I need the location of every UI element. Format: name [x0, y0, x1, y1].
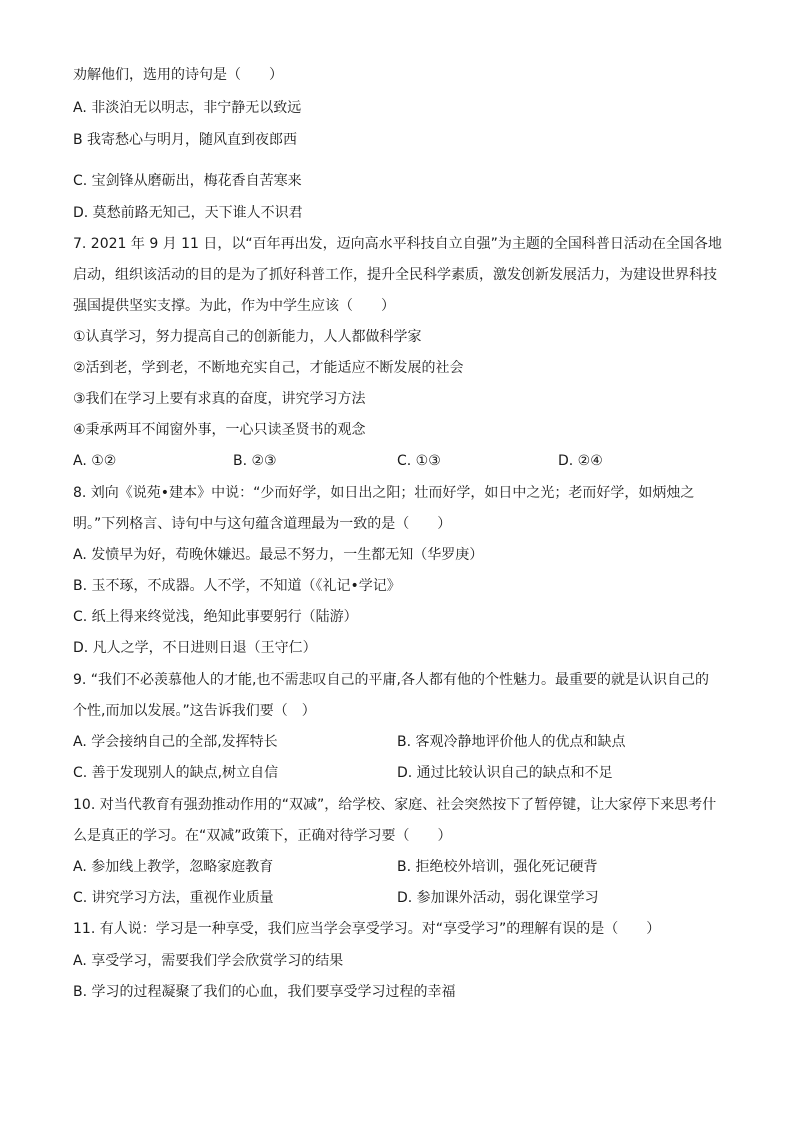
q9-option-c: C. 善于发现别人的缺点,树立自信	[73, 765, 279, 781]
q8-option-d: D. 凡人之学，不日进则日退（王守仁）	[73, 640, 317, 656]
q7-stem-line-3: 强国提供坚实支撑。为此，作为中学生应该（ ）	[73, 298, 395, 314]
q10-stem-line-2: 么是真正的学习。在“双减”政策下，正确对待学习要（ ）	[73, 828, 452, 844]
q9-option-a: A. 学会接纳自己的全部,发挥特长	[73, 734, 278, 750]
q7-stem-line-2: 启动，组织该活动的目的是为了抓好科普工作，提升全民科学素质，激发创新发展活力，为建设世界科技	[73, 267, 717, 283]
q10-stem-line-1: 10. 对当代教育有强劲推动作用的“双减”，给学校、家庭、社会突然按下了暂停键，让大家停下来思考什	[73, 797, 717, 813]
q11-stem-line-1: 11. 有人说：学习是一种享受，我们应当学会享受学习。对“享受学习”的理解有误的是（ ）	[73, 921, 661, 937]
q8-option-b: B. 玉不琢，不成器。人不学，不知道（《礼记•学记》	[73, 578, 401, 594]
q8-stem-line-1: 8. 刘向《说苑•建本》中说：“少而好学，如日出之阳；壮而好学，如日中之光；老而好学，如炳烛之	[73, 485, 695, 501]
q7-statement-1: ①认真学习，努力提高自己的创新能力，人人都做科学家	[73, 329, 422, 345]
q9-option-b: B. 客观冷静地评价他人的优点和缺点	[397, 734, 626, 750]
q11-option-b: B. 学习的过程凝聚了我们的心血，我们要享受学习过程的幸福	[73, 984, 456, 1000]
q10-option-c: C. 讲究学习方法，重视作业质量	[73, 890, 274, 906]
q6-option-a: A. 非淡泊无以明志，非宁静无以致远	[73, 100, 302, 116]
q7-statement-4: ④秉承两耳不闻窗外事，一心只读圣贤书的观念	[73, 422, 366, 438]
q6-option-c: C. 宝剑锋从磨砺出，梅花香自苦寒来	[73, 173, 302, 189]
q7-stem-line-1: 7. 2021 年 9 月 11 日，以“百年再出发，迈向高水平科技自立自强”为主题的全国科普日活动在全国各地	[73, 236, 722, 252]
q10-option-d: D. 参加课外活动，弱化课堂学习	[397, 890, 599, 906]
q7-statement-2: ②活到老，学到老，不断地充实自己，才能适应不断发展的社会	[73, 360, 464, 376]
q8-option-a: A. 发愤早为好，苟晚休嫌迟。最忌不努力，一生都无知（华罗庚）	[73, 547, 484, 563]
q7-option-c: C. ①③	[397, 453, 441, 469]
q11-option-a: A. 享受学习，需要我们学会欣赏学习的结果	[73, 953, 344, 969]
q10-option-a: A. 参加线上教学，忽略家庭教育	[73, 859, 274, 875]
q9-stem-line-1: 9. “我们不必羡慕他人的才能,也不需悲叹自己的平庸,各人都有他的个性魅力。最重要的就是认识自己的	[73, 672, 709, 688]
q7-option-d: D. ②④	[558, 453, 603, 469]
q8-stem-line-2: 明。”下列格言、诗句中与这句蕴含道理最为一致的是（ ）	[73, 516, 452, 532]
q8-option-c: C. 纸上得来终觉浅，绝知此事要躬行（陆游）	[73, 609, 358, 625]
q9-option-d: D. 通过比较认识自己的缺点和不足	[397, 765, 613, 781]
q10-option-b: B. 拒绝校外培训，强化死记硬背	[397, 859, 598, 875]
q6-option-d: D. 莫愁前路无知己，天下谁人不识君	[73, 205, 303, 221]
q7-option-a: A. ①②	[73, 453, 117, 469]
q6-stem-tail: 劝解他们，选用的诗句是（ ）	[73, 67, 283, 83]
q6-option-b: B 我寄愁心与明月，随风直到夜郎西	[73, 132, 298, 148]
q7-statement-3: ③我们在学习上要有求真的奋度，讲究学习方法	[73, 391, 366, 407]
q7-option-b: B. ②③	[233, 453, 277, 469]
q9-stem-line-2: 个性,而加以发展。”这告诉我们要（ ）	[73, 703, 316, 719]
